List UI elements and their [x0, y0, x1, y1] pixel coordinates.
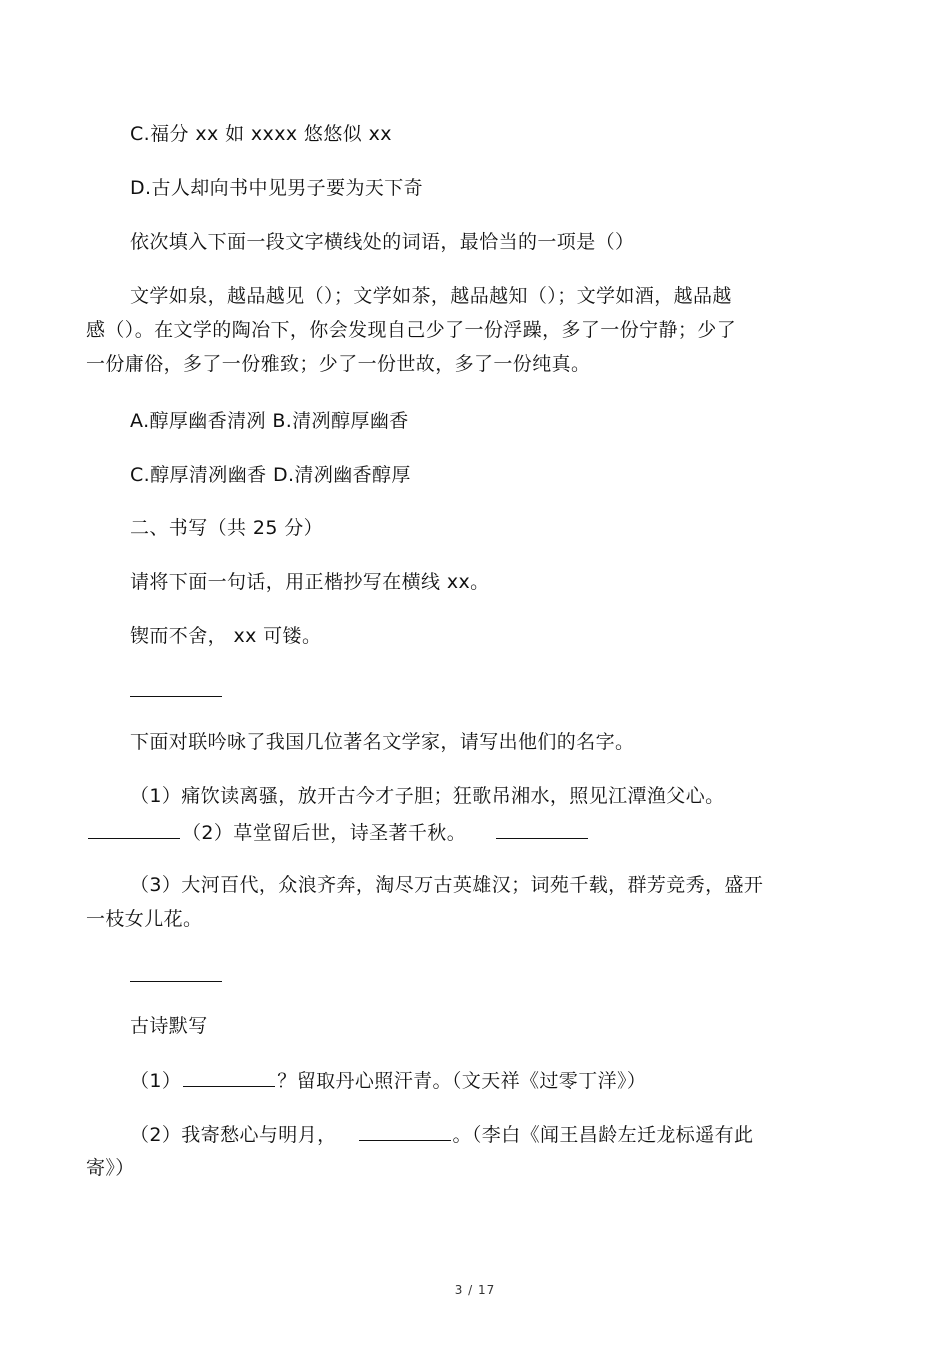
- answer-blank[interactable]: [88, 820, 180, 839]
- writing-instruction: 请将下面一句话，用正楷抄写在横线 xx。: [130, 571, 490, 593]
- answer-blank[interactable]: [359, 1122, 451, 1141]
- poem-item-2-end: 寄》）: [86, 1157, 135, 1179]
- writing-sentence: 锲而不舍， xx 可镂。: [130, 625, 322, 647]
- passage-line-1: 文学如泉，越品越见（）；文学如茶，越品越知（）；文学如酒，越品越: [130, 285, 732, 307]
- answer-line[interactable]: [130, 696, 222, 697]
- passage-line-2: 感（）。在文学的陶冶下，你会发现自己少了一份浮躁，多了一份宁静；少了: [86, 319, 737, 341]
- couplet-item-2-line: [86, 820, 590, 845]
- choices-c-d: C.醇厚清冽幽香 D.清冽幽香醇厚: [130, 464, 411, 486]
- poem-item-2: [130, 1122, 753, 1147]
- couplet-question: 下面对联吟咏了我国几位著名文学家，请写出他们的名字。: [130, 731, 635, 753]
- couplet-item-2: （2）草堂留后世，诗圣著千秋。: [182, 822, 467, 844]
- question-fill-blank: 依次填入下面一段文字横线处的词语，最恰当的一项是（）: [130, 231, 635, 253]
- poem-section-title: 古诗默写: [130, 1015, 208, 1037]
- answer-line[interactable]: [130, 981, 222, 982]
- poem-item-2-text: （2）我寄愁心与明月，: [130, 1124, 337, 1146]
- passage-line-3: 一份庸俗，多了一份雅致；少了一份世故，多了一份纯真。: [86, 353, 591, 375]
- answer-blank[interactable]: [183, 1068, 275, 1087]
- couplet-item-1: （1）痛饮读离骚，放开古今才子胆；狂歌吊湘水，照见江潭渔父心。: [130, 785, 725, 807]
- couplet-item-3a: （3）大河百代，众浪齐奔，淘尽万古英雄汉；词苑千载，群芳竞秀，盛开: [130, 874, 764, 896]
- couplet-item-3b: 一枝女儿花。: [86, 908, 203, 930]
- poem-item-1: [130, 1068, 646, 1093]
- poem-item-2-tail: 。（李白《闻王昌龄左迁龙标遥有此: [452, 1124, 754, 1146]
- poem-item-1-text: ？留取丹心照汗青。（文天祥《过零丁洋》）: [277, 1070, 647, 1092]
- option-d: D.古人却向书中见男子要为天下奇: [130, 177, 424, 199]
- page-number: 3 / 17: [454, 1283, 496, 1297]
- answer-blank[interactable]: [496, 820, 588, 839]
- section-heading: 二、书写（共 25 分）: [130, 517, 324, 539]
- choices-a-b: A.醇厚幽香清冽 B.清冽醇厚幽香: [130, 410, 409, 432]
- option-c: C.福分 xx 如 xxxx 悠悠似 xx: [130, 123, 392, 145]
- poem-item-1-num: （1）: [130, 1070, 182, 1092]
